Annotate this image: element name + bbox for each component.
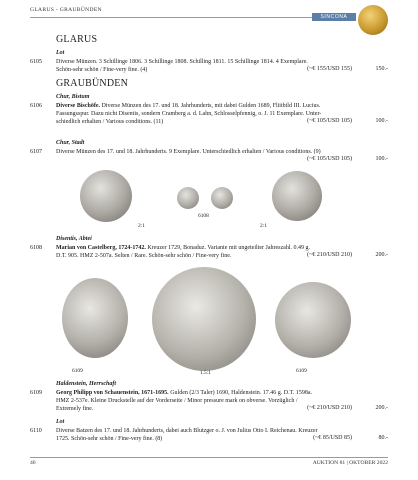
gold-coin-image	[358, 5, 388, 35]
footer-auction: AUKTION 81 | OKTOBER 2022	[312, 460, 388, 466]
lot-subheading: Chur, Bistum	[56, 94, 90, 100]
lot-number: 6110	[30, 428, 42, 434]
lot-estimate: (~€ 85/USD 85)	[313, 435, 352, 441]
page-number: 46	[30, 460, 36, 466]
lot-description: Georg Philipp von Schauenstein, 1671-1695. Gulden (2/3 Taler) 1690, Haldenstein. 17.46 g. D.T. 1598a. HMZ 2-537e. Kleine Druckstelle auf der Vorderseite / Minor pressure mark on obverse. Vorzüglich / Extremely fine.	[56, 390, 313, 412]
lot-description: Marian von Castelberg, 1724-1742. Kreuzer 1729, Bonaduz. Variante mit ungeteilter Jahreszahl. 0.49 g. D.T. 905. HMZ 2-507a. Selten / Rare. Schön-sehr schön / Fine-very fine.	[56, 245, 310, 259]
section-title-graubuenden: GRAUBÜNDEN	[56, 78, 128, 89]
lot-price: 100.-	[375, 118, 388, 124]
coin-6108-reverse-enlarged	[272, 171, 322, 221]
lot-price: 100.-	[375, 156, 388, 162]
lot-description: Diverse Batzen des 17. und 18. Jahrhunderts, dabei auch Blutzger o. J. von Julius Otto I. Reichenau. Kreuzer 1725. Schön-sehr schön / Fine-very fine. (8)	[56, 428, 318, 442]
lot-subheading: Haldenstein, Herrschaft	[56, 381, 117, 387]
coin-6108-reverse	[211, 187, 233, 209]
lot-number: 6106	[30, 103, 42, 109]
lot-estimate: (~€ 105/USD 105)	[307, 118, 352, 124]
lot-description: Diverse Münzen des 17. und 18. Jahrhunderts. 9 Exemplare. Unterschiedlich erhalten / Various conditions. (9)	[56, 149, 321, 155]
scale-caption: 1.5:1	[200, 370, 211, 376]
lot-estimate: (~€ 210/USD 210)	[307, 252, 352, 258]
lot-estimate: (~€ 105/USD 105)	[307, 156, 352, 162]
lot-number-caption: 6109	[72, 368, 83, 374]
lot-estimate: (~€ 210/USD 210)	[307, 405, 352, 411]
lot-number-caption: 6109	[296, 368, 307, 374]
lot-subheading: Lot	[56, 50, 65, 56]
lot-price: 80.-	[378, 435, 388, 441]
lot-subheading: Lot	[56, 419, 65, 425]
lot-price: 200.-	[375, 252, 388, 258]
scale-caption: 2:1	[138, 223, 145, 229]
lot-number: 6107	[30, 149, 42, 155]
coin-6109-obverse	[62, 278, 128, 358]
lot-price: 200.-	[375, 405, 388, 411]
lot-description: Diverse Münzen. 3 Schillinge 1806. 3 Schillinge 1808. Schilling 1811. 15 Schillinge 1814. 4 Exemplare. Schön-sehr schön / Fine-very fine. (4)	[56, 59, 308, 73]
lot-number: 6108	[30, 245, 42, 251]
running-header: GLARUS - GRAUBÜNDEN	[30, 7, 102, 13]
scale-caption: 2:1	[260, 223, 267, 229]
lot-number: 6105	[30, 59, 42, 65]
coin-6108-obverse	[177, 187, 199, 209]
lot-number-caption: 6108	[198, 213, 209, 219]
lot-description: Diverse Bischöfe. Diverse Münzen des 17. und 18. Jahrhunderts, mit dabei Gulden 1689, Fliitbild III. Lucius. Fassungsspur. Dazu nicht Disentis, sondern Cramberg a. d. Lahn, Schlosselpfennig, o. J. 11 Exemplare. Unter- schiedlich erhalten / Various conditions. (11)	[56, 103, 322, 125]
coin-6109-reverse	[275, 282, 351, 358]
lot-subheading: Chur, Stadt	[56, 140, 85, 146]
lot-estimate: (~€ 155/USD 155)	[307, 66, 352, 72]
footer-rule	[30, 457, 388, 458]
lot-price: 150.-	[375, 66, 388, 72]
header-rule	[30, 17, 312, 18]
coin-6109-obverse-enlarged	[152, 267, 256, 371]
lot-number: 6109	[30, 390, 42, 396]
brand-logo: SINCONA	[312, 13, 356, 21]
section-title-glarus: GLARUS	[56, 34, 98, 45]
coin-6108-obverse-enlarged	[80, 170, 132, 222]
lot-subheading: Disentis, Abtei	[56, 236, 92, 242]
